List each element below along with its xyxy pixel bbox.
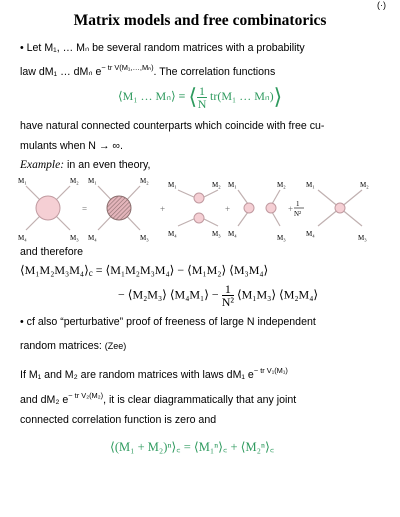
fraction-numerator: 1 xyxy=(199,83,206,98)
and-therefore-text: and therefore xyxy=(20,246,84,258)
zee-reference: (Zee) xyxy=(104,341,127,351)
right-angle-bracket: ⟩ xyxy=(273,84,283,109)
paragraph-3-line-2 xyxy=(20,340,126,352)
paragraph-4-line-1-text: If M₁ and M₂ are random matrices with laws dM₁ e xyxy=(20,369,254,381)
diagram-2-label-m3: M₃ xyxy=(140,234,149,242)
paragraph-2-line-2: mulants when N → ∞. xyxy=(20,140,123,152)
diagram-plus-sign-1: + xyxy=(160,204,166,214)
diagram-4-leg-bl xyxy=(238,212,248,226)
diagram-2-label-m4: M₄ xyxy=(88,234,97,242)
equation-1 xyxy=(20,263,268,278)
diagram-3-leg-br xyxy=(202,218,218,226)
left-angle-bracket: ⟨ xyxy=(188,84,198,109)
paragraph-4-line-2-text-b: , it is clear diagrammatically that any joint xyxy=(103,394,297,406)
equation-2-fraction xyxy=(222,283,234,308)
diagram-3-label-m4: M₄ xyxy=(168,230,177,238)
diagram-3-leg-bl xyxy=(178,218,196,226)
law-end-text: . The correlation functions xyxy=(153,66,276,78)
paragraph-4-line-2-exponent: − tr V₂(M₂) xyxy=(68,391,104,400)
diagram-1-label-m1: M₁ xyxy=(18,177,27,185)
example-text: in an even theory, xyxy=(64,159,151,171)
diagram-plus-sign-2: + xyxy=(225,204,231,214)
diagram-4-leg-tl xyxy=(238,190,248,204)
diagram-3-label-m3: M₃ xyxy=(212,230,221,238)
diagram-3-label-m1: M₁ xyxy=(168,181,177,189)
fraction-denominator: N xyxy=(197,96,207,111)
diagram-5-label-m4: M₄ xyxy=(306,230,315,238)
diagram-1-vertex xyxy=(36,196,60,220)
diagram-1-label-m3: M₃ xyxy=(70,234,79,242)
diagram-4-leg-br xyxy=(272,212,280,226)
diagram-4-label-m4: M₄ xyxy=(228,230,237,238)
diagram-fraction-denominator: N² xyxy=(294,210,302,218)
diagram-3-label-m2: M₂ xyxy=(212,181,221,189)
diagram-fraction-numerator: 1 xyxy=(296,200,300,208)
paragraph-4-line-2-text-a: and dM₂ e xyxy=(20,394,69,406)
example-label: Example: xyxy=(20,159,65,171)
diagram-equals-sign: = xyxy=(82,204,88,214)
diagram-3-leg-tr xyxy=(202,190,218,198)
paragraph-1-line-1: • Let M₁, … Mₙ be several random matrices with a probability xyxy=(20,42,305,54)
diagram-5-label-m2: M₂ xyxy=(360,181,369,189)
correlation-rhs: tr(M₁ … Mₙ) xyxy=(210,88,274,103)
equation-1-subscript: c xyxy=(88,268,93,278)
paragraph-4-line-3: connected correlation function is zero and xyxy=(20,414,217,426)
diagram-1-label-m2: M₂ xyxy=(70,177,79,185)
paragraph-4-line-1-exponent: − tr V₁(M₁) xyxy=(253,366,288,375)
diagram-2-label-m1: M₁ xyxy=(88,177,97,185)
equation-2-part-a: − ⟨M₂M₃⟩ ⟨M₄M₁⟩ − xyxy=(118,287,219,302)
diagram-5-node xyxy=(335,203,345,213)
diagram-4-label-m1: M₁ xyxy=(228,181,237,189)
diagram-4-label-m3: M₃ xyxy=(277,234,286,242)
paragraph-3-line-1: • cf also “perturbative” proof of freeness of large N independent xyxy=(20,316,316,328)
diagram-2-vertex xyxy=(107,196,131,220)
equation-2-fraction-numerator: 1 xyxy=(222,283,234,296)
diagram-plus-sign-3: + xyxy=(288,204,294,214)
correlation-lhs: ⟨M₁ … Mₙ⟩ ≡ xyxy=(118,88,186,103)
paragraph-2-line-1: have natural connected counterparts which coincide with free cu- xyxy=(20,120,325,132)
law-exponent: − tr V(M₁,…,Mₙ) xyxy=(101,63,154,72)
diagram-4-label-m2: M₂ xyxy=(277,181,286,189)
diagram-4-leg-tr xyxy=(272,190,280,204)
page-title: Matrix models and free combinatorics xyxy=(73,12,327,29)
diagram-3-bottom-node xyxy=(194,213,204,223)
equation-2-part-b: ⟨M₁M₃⟩ ⟨M₂M₄⟩ xyxy=(236,287,319,302)
final-equation: ⟨(M₁ + M₂)ⁿ⟩꜀ = ⟨M₁ⁿ⟩꜀ + ⟨M₂ⁿ⟩꜀ xyxy=(110,440,275,454)
paragraph-4-line-1 xyxy=(20,366,288,381)
diagram-5-label-m3: M₃ xyxy=(358,234,367,242)
diagram-4-right-node xyxy=(266,203,276,213)
paragraph-4-line-2 xyxy=(20,391,296,406)
diagram-5-label-m1: M₁ xyxy=(306,181,315,189)
equation-1-lhs: ⟨M₁M₂M₃M₄⟩ xyxy=(20,263,89,277)
diagram-3-top-node xyxy=(194,193,204,203)
diagram-4-left-node xyxy=(244,203,254,213)
corner-mark: (·) xyxy=(377,0,386,10)
equation-1-rhs: = ⟨M₁M₂M₃M₄⟩ − ⟨M₁M₂⟩ ⟨M₃M₄⟩ xyxy=(95,263,269,277)
diagram-2-label-m2: M₂ xyxy=(140,177,149,185)
law-text: law dM₁ … dMₙ e xyxy=(20,66,102,78)
equation-2-fraction-denominator: N² xyxy=(221,295,234,309)
equation-2 xyxy=(118,283,318,308)
diagram-3-leg-tl xyxy=(178,190,196,198)
diagram-1-label-m4: M₄ xyxy=(18,234,27,242)
paragraph-3-text: random matrices: xyxy=(20,340,102,352)
